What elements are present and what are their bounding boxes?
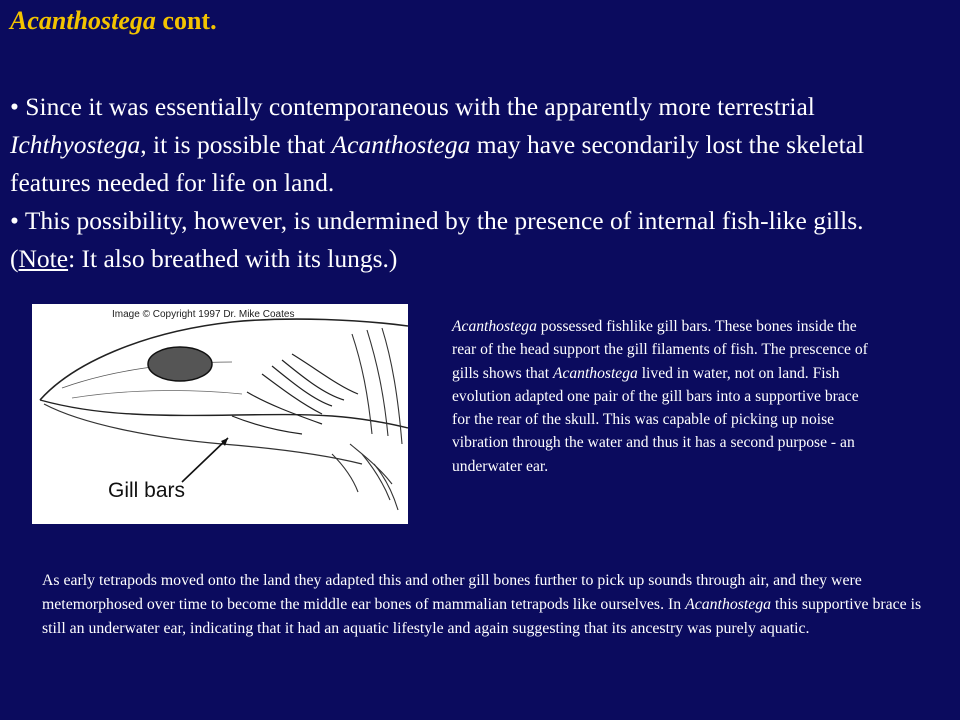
gill-bars-label: Gill bars [108,479,186,502]
caption-genus-1: Acanthostega [452,318,537,335]
bullet-list [10,88,930,278]
footer-text-b: this supportive brace is still an underwater ear, indicating that it had an aquatic lifestyle and again suggesting that its ancestry was purely aquatic. [42,596,922,638]
bullet-contemporaneous [10,88,930,202]
bullet1-ichthyostega: Ichthyostega [10,130,141,159]
skull-drawing [32,304,408,524]
bullet1-text-b: , it is possible that [140,130,332,159]
figure-copyright: Image © Copyright 1997 Dr. Mike Coates [112,309,295,320]
footer-paragraph [42,569,922,642]
footer-text-a: As early tetrapods moved onto the land they adapted this and other gill bones further to pick up sounds through air, and they were metemorphosed over time to become the middle ear bones of mammalian tetrapods like ourselves. In [42,572,862,614]
caption-genus-2: Acanthostega [552,364,638,382]
caption-text-b: lived in water, not on land. Fish evolution adapted one pair of the gill bars into a supportive brace for the rear of the skull. This was capable of picking up noise vibration through the water and thus it has a second purpose - an underwater ear. [452,364,859,475]
footer-genus: Acanthostega [685,596,772,614]
figure-caption [452,315,872,478]
bullet1-text-c: may have secondarily lost the skeletal features needed for life on land. [10,130,865,197]
title-suffix: cont. [155,6,217,35]
bullet2-note: Note [18,244,69,273]
bullet1-text-a: • Since it was essentially contemporaneous with the apparently more terrestrial [10,92,815,121]
skull-illustration [32,304,408,524]
title-genus: Acanthostega [10,6,156,35]
caption-text-a: possessed fishlike gill bars. These bones inside the rear of the head support the gill filaments of fish. The prescence of gills shows that [452,318,868,382]
bullet2-text-a: • This possibility, however, is undermined by the presence of internal fish-like gills. ( [10,206,864,273]
slide-title [10,6,217,36]
bullet1-acanthostega: Acanthostega [331,130,471,159]
bullet2-text-b: : It also breathed with its lungs.) [68,244,398,273]
bullet-gills [10,202,930,278]
